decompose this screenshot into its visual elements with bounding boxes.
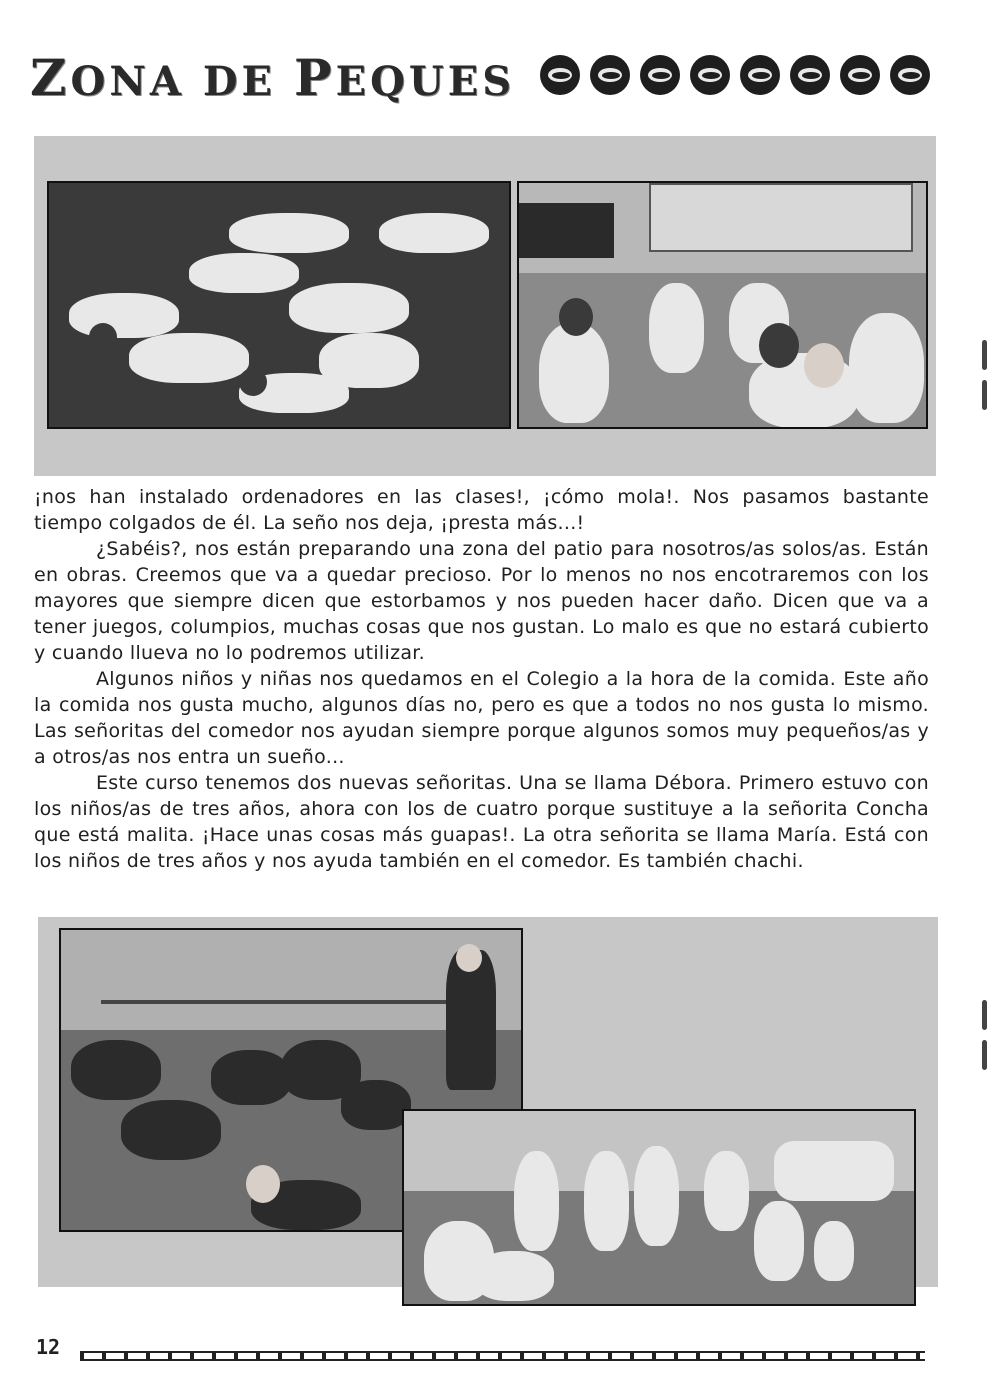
ball-icon [890,55,930,95]
child-figure [814,1221,854,1281]
ball-icon [740,55,780,95]
ball-icon [540,55,580,95]
paragraph: ¡nos han instalado ordenadores en las clases!, ¡cómo mola!. Nos pasamos bastante tiempo colgados de él. La seño nos deja, ¡presta más...! [34,486,929,534]
child-figure [189,253,299,293]
ball-icon [840,55,880,95]
title-initial-p: P [293,48,336,107]
classroom-window [649,183,913,252]
child-figure [211,1050,291,1105]
title-part-2: EQUES [335,58,516,105]
binding-mark [982,1040,987,1070]
footer-rule [80,1351,925,1361]
child-figure [129,333,249,383]
child-figure [849,313,924,423]
section-title [30,48,515,107]
binding-mark [982,380,987,410]
child-head [159,388,193,420]
child-head [246,1165,280,1203]
child-figure [289,283,409,333]
binding-mark [982,1000,987,1030]
binding-mark [982,340,987,370]
child-head [759,323,799,368]
child-head [559,298,593,336]
child-figure [539,323,609,423]
ball-icon [590,55,630,95]
page-number: 12 [36,1335,61,1359]
decorative-ball-row [540,55,930,95]
child-figure [584,1151,629,1251]
child-head [804,343,844,388]
photo-children-lying-on-floor [47,181,511,429]
ball-icon [690,55,730,95]
child-figure [229,213,349,253]
child-figure [121,1100,221,1160]
paragraph: Algunos niños y niñas nos quedamos en el Colegio a la hora de la comida. Este año la comida nos gusta mucho, algunos días no, pero es que a todos no nos gusta lo mismo. Las señoritas del comedor nos ayudan siempre porque algunos somos muy pequeños/as y a otros/as nos entra un sueño... [34,668,929,768]
paragraph: Este curso tenemos dos nuevas señoritas. Una se llama Débora. Primero estuvo con los niños/as de tres años, ahora con los de cuatro porque sustituye a la señorita Concha que está malita. ¡Hace unas cosas más guapas!. La otra señorita se llama María. Está con los niños de tres años y nos ayuda también en el comedor. Es también chachi. [34,772,929,872]
paragraph: ¿Sabéis?, nos están preparando una zona del patio para nosotros/as solos/as. Están en obras. Creemos que va a quedar precioso. Por lo menos no nos encotraremos con los mayores que siempre dicen que estorbamos y nos pueden hacer daño. Dicen que va a tener juegos, columpios, muchas cosas que nos gustan. Lo malo es que no estará cubierto y cuando llueva no lo podremos utilizar. [34,538,929,664]
child-figure [71,1040,161,1100]
child-figure [69,293,179,338]
child-head [239,368,267,396]
article-body [34,484,929,874]
child-figure [474,1251,554,1301]
ball-icon [790,55,830,95]
teacher-head [456,944,482,972]
child-figure [774,1141,894,1201]
child-figure [341,1080,411,1130]
child-figure [514,1151,559,1251]
ball-icon [640,55,680,95]
title-part-1: ONA DE [70,58,294,105]
child-figure [704,1151,749,1231]
child-figure [379,213,489,253]
photo-children-with-ribbons [402,1109,916,1306]
ballet-bar [101,1000,481,1004]
child-figure [649,283,704,373]
child-figure [634,1146,679,1246]
photo-children-hugging [517,181,928,429]
title-initial-z: Z [30,48,71,107]
child-figure [754,1201,804,1281]
blackboard [519,203,614,258]
child-head [89,323,117,351]
